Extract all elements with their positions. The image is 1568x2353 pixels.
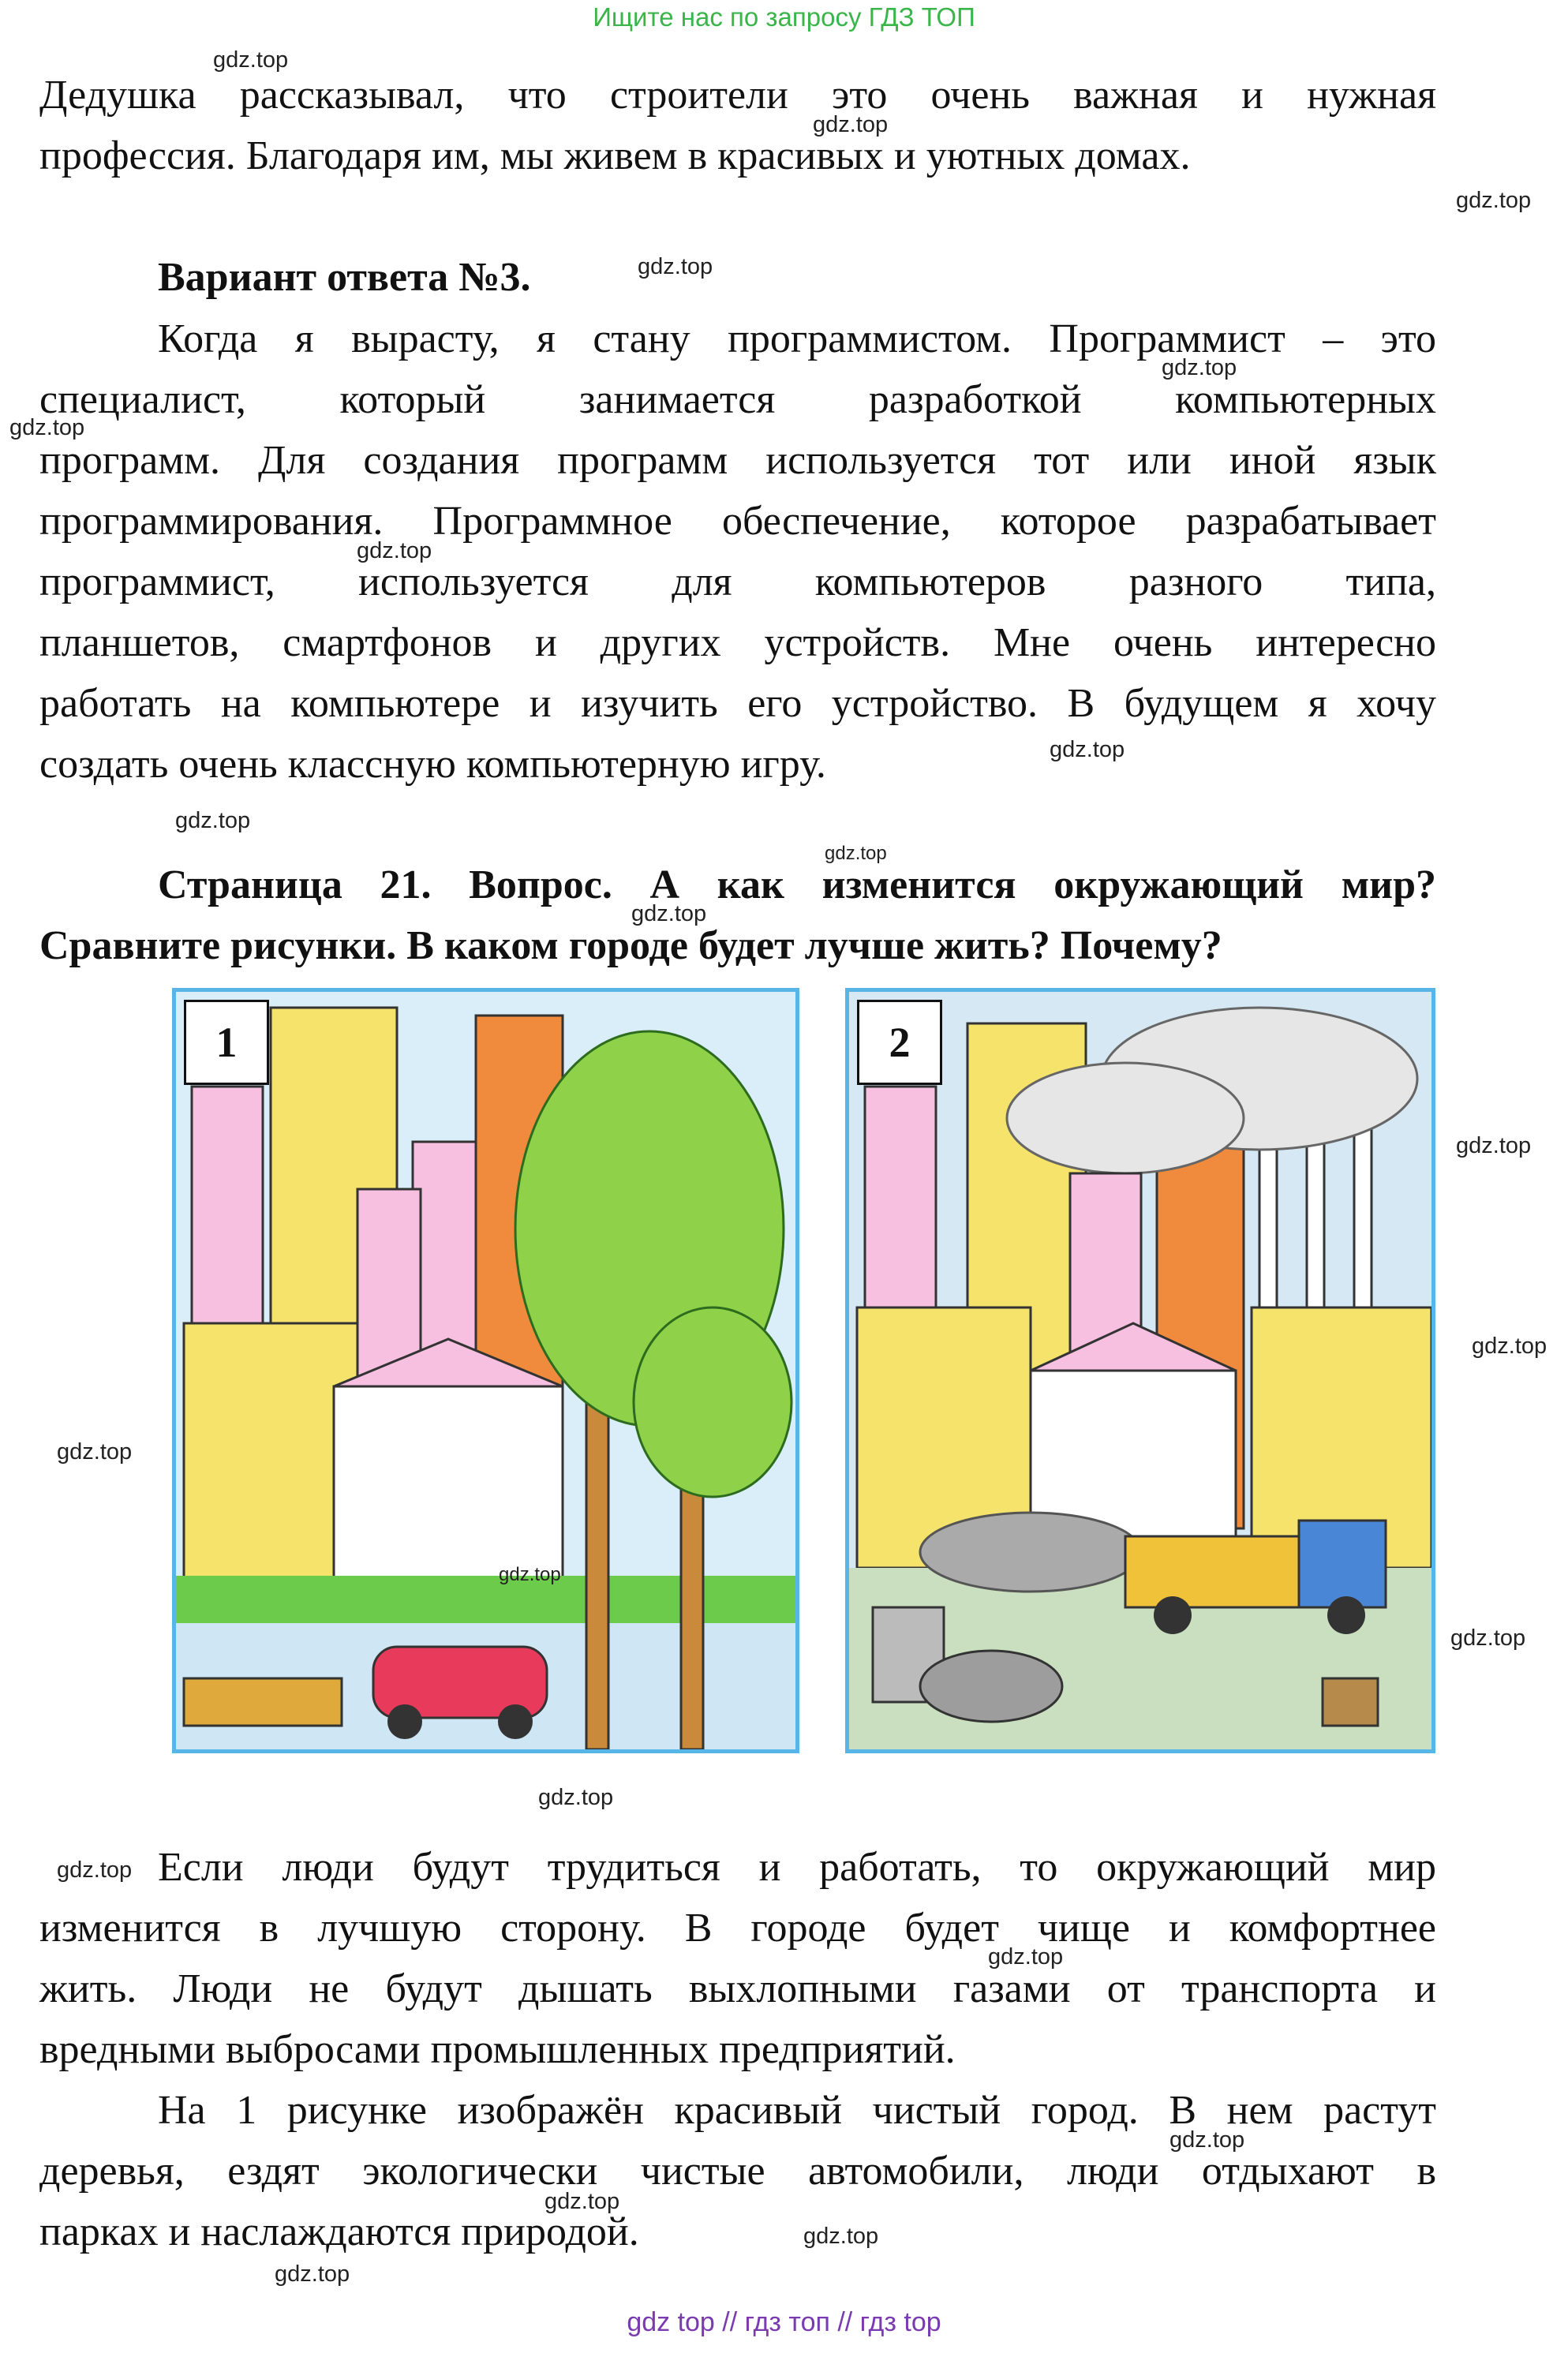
watermark: gdz.top xyxy=(213,47,289,73)
watermark: gdz.top xyxy=(9,415,85,440)
text-line: На 1 рисунке изображён красивый чистый город. В нем растут xyxy=(158,2088,1436,2133)
watermark: gdz.top xyxy=(1456,1133,1532,1158)
watermark: gdz.top xyxy=(544,2189,620,2214)
watermark: gdz.top xyxy=(1162,355,1237,380)
picture-polluted-city xyxy=(845,988,1435,1753)
text-line: программирования. Программное обеспечение, которое разрабатывает xyxy=(39,499,1436,544)
text-line: Если люди будут трудиться и работать, то окружающий мир xyxy=(158,1845,1436,1890)
text-line: работать на компьютере и изучить его устройство. В будущем я хочу xyxy=(39,681,1436,726)
watermark: gdz.top xyxy=(1050,737,1125,762)
question-heading xyxy=(39,855,1436,976)
watermark: gdz.top xyxy=(988,1944,1064,1970)
watermark: gdz.top xyxy=(813,112,889,137)
paragraph-programmer xyxy=(39,309,1436,795)
paragraph-grandfather xyxy=(39,65,1436,186)
text-line: программист, используется для компьютеров разного типа, xyxy=(39,559,1436,604)
text-line: парках и наслаждаются природой. xyxy=(39,2209,639,2254)
picture-number: 1 xyxy=(184,1000,269,1085)
variant-heading: Вариант ответа №3. xyxy=(158,255,531,300)
text-line: профессия. Благодаря им, мы живем в красивых и уютных домах. xyxy=(39,133,1191,178)
search-banner[interactable]: Ищите нас по запросу ГДЗ ТОП xyxy=(593,2,975,32)
text-line: изменится в лучшую сторону. В городе будет чище и комфортнее xyxy=(39,1906,1436,1951)
picture-number: 2 xyxy=(857,1000,942,1085)
paragraph-picture-one xyxy=(39,2080,1436,2262)
footer-links[interactable]: gdz top // гдз топ // гдз top xyxy=(627,2307,941,2337)
text-line: вредными выбросами промышленных предприятий. xyxy=(39,2027,956,2072)
watermark: gdz.top xyxy=(1472,1334,1547,1359)
text-line: специалист, который занимается разработкой компьютерных xyxy=(39,377,1436,422)
watermark: gdz.top xyxy=(803,2224,879,2249)
watermark: gdz.top xyxy=(1456,188,1532,213)
text-line: жить. Люди не будут дышать выхлопными газами от транспорта и xyxy=(39,1966,1436,2011)
text-line: Сравните рисунки. В каком городе будет лучше жить? Почему? xyxy=(39,923,1222,968)
text-line: создать очень классную компьютерную игру. xyxy=(39,742,826,787)
watermark: gdz.top xyxy=(275,2261,350,2287)
watermark: gdz.top xyxy=(499,1564,561,1585)
text-line: планшетов, смартфонов и других устройств. Мне очень интересно xyxy=(39,620,1436,665)
watermark: gdz.top xyxy=(357,538,432,563)
watermark: gdz.top xyxy=(631,901,707,926)
picture-clean-city xyxy=(172,988,799,1753)
text-line: деревья, ездят экологически чистые автомобили, люди отдыхают в xyxy=(39,2149,1436,2194)
paragraph-answer xyxy=(39,1837,1436,2080)
text-line: Дедушка рассказывал, что строители это очень важная и нужная xyxy=(39,73,1436,118)
polluted-city-illustration xyxy=(849,992,1431,1749)
watermark: gdz.top xyxy=(1169,2127,1245,2153)
watermark: gdz.top xyxy=(57,1857,133,1883)
watermark: gdz.top xyxy=(825,843,887,864)
watermark: gdz.top xyxy=(57,1439,133,1465)
clean-city-illustration xyxy=(176,992,795,1749)
watermark: gdz.top xyxy=(638,254,713,279)
text-line: программ. Для создания программ используется тот или иной язык xyxy=(39,438,1436,483)
watermark: gdz.top xyxy=(175,808,251,833)
watermark: gdz.top xyxy=(538,1785,614,1810)
text-line: Страница 21. Вопрос. А как изменится окружающий мир? xyxy=(158,862,1436,907)
text-line: Когда я вырасту, я стану программистом. Программист – это xyxy=(158,316,1436,361)
watermark: gdz.top xyxy=(1450,1625,1526,1651)
